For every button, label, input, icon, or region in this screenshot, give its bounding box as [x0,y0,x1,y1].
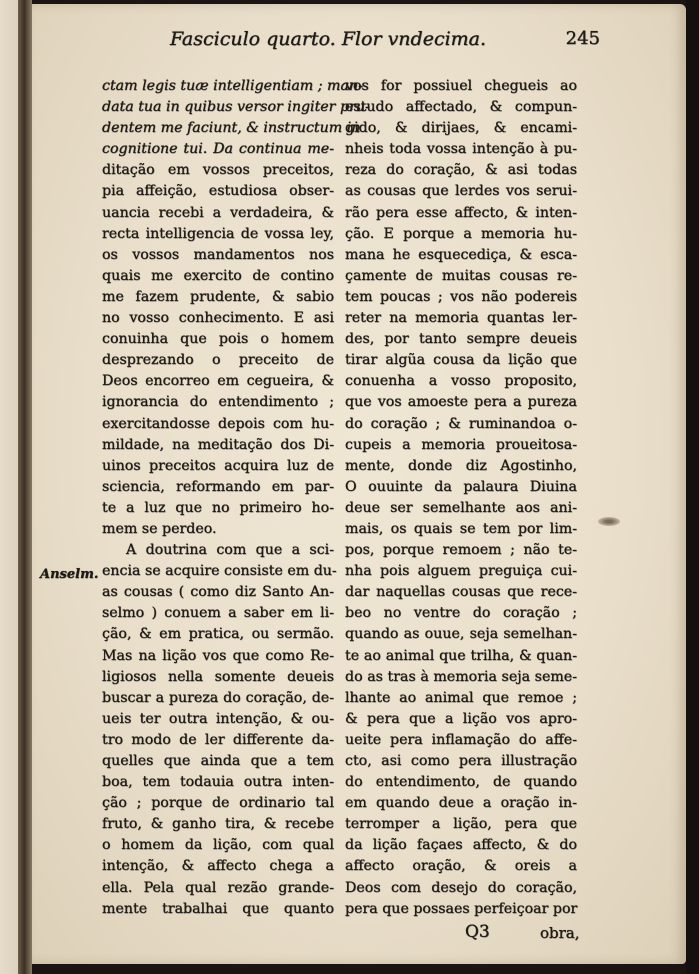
text-line: recta intelligencia de vossa ley, [102,225,334,242]
text-line: & pera que a lição vos apro- [345,710,577,727]
text-line: as cousas que lerdes vos serui- [345,183,577,200]
text-line: do as tras à memoria seja seme- [345,668,577,685]
text-line: O ouuinte da palaura Diuina [345,478,577,495]
signature-mark: Q3 [465,922,490,942]
text-line: cupeis a memoria proueitosa- [345,436,577,453]
text-line: cto, asi como pera illustração [345,753,577,769]
text-line: tro modo de ler differente da- [102,731,334,748]
text-line: conuenha a vosso proposito, [345,373,577,390]
text-line: ignorancia do entendimento ; [102,394,334,411]
facing-page-edge [0,0,18,974]
text-line: me fazem prudente, & sabio [102,288,334,305]
page-number: 245 [565,28,600,49]
text-line: mildade, na meditação dos Di- [102,436,334,453]
text-line: da lição façaes affecto, & do [345,837,577,854]
paper-stain [598,517,620,526]
text-line: selmo ) conuem a saber em li- [102,605,334,622]
text-line: beo no ventre do coração ; [345,605,577,622]
text-line: A doutrina com que a sci- [126,542,334,559]
text-line: çamente de muitas cousas re- [345,267,577,284]
text-line: Deos com desejo do coração, [345,879,577,896]
text-line: do entendimento, de quando [345,774,577,791]
text-line: tem poucas ; vos não podereis [345,288,577,305]
text-line: o homem da lição, com qual [102,837,334,854]
text-line: mente, donde diz Agostinho, [345,457,577,474]
text-line: quando as ouue, seja semelhan- [345,626,577,643]
text-line: boa, tem todauia outra inten- [102,774,334,791]
text-line: dentem me faciunt, & instructum in [102,120,361,137]
text-line: ueite pera inflamação do affe- [345,731,577,748]
running-title: Fasciculo quarto. Flor vndecima. [170,28,487,50]
text-line: vos for possiuel chegueis ao [345,78,577,94]
text-line: ueis ter outra intenção, & ou- [102,710,334,727]
text-line: te a luz que no primeiro ho- [102,499,334,516]
text-line: affecto oração, & oreis a [345,858,577,875]
text-line: pia affeição, estudiosa obser- [102,183,334,200]
text-line: cognitione tui. Da continua me- [102,141,334,158]
text-line: mais, os quais se tem por lim- [345,520,577,537]
text-line: lhante ao animal que remoe ; [345,689,577,706]
scan-border [686,0,699,974]
marginal-note: Anselm. [40,567,99,582]
text-line: quais me exercito de contino [102,267,334,284]
text-line: sciencia, reformando em par- [102,478,334,495]
text-line: estudo affectado, & compun- [345,99,577,116]
text-line: encia se acquire consiste em du- [102,563,337,580]
text-line: dar naquellas cousas que rece- [345,584,577,601]
text-line: ella. Pela qual rezão grande- [102,879,334,896]
text-line: ção ; porque de ordinario tal [102,795,334,812]
text-line: des, por tanto sempre deueis [345,331,577,348]
text-line: que vos amoeste pera a pureza [345,394,577,411]
text-line: mente trabalhai que quanto [102,900,334,917]
text-line: gido, & dirijaes, & encami- [345,120,577,137]
text-line: Mas na lição vos que como Re- [102,647,334,664]
text-line: conuinha que pois o homem [102,331,334,348]
text-line: mana he esquecediça, & esca- [345,246,577,263]
running-header [170,28,600,54]
text-line: data tua in quibus versor ingiter pru- [102,99,370,116]
text-line: fruto, & ganho tira, & recebe [102,816,334,833]
text-line: no vosso conhecimento. E asi [102,310,334,327]
text-line: mem se perdeo. [102,520,217,537]
text-line: uinos preceitos acquira luz de [102,457,334,474]
book-gutter [18,0,32,974]
left-column [102,76,370,920]
text-line: tirar algũa cousa da lição que [345,352,577,369]
text-line: deue ser semelhante aos ani- [345,499,577,516]
text-line: reter na memoria quantas ler- [345,310,577,327]
text-line: intenção, & affecto chega a [102,858,334,875]
text-line: Deos encorreo em cegueira, & [102,373,334,390]
text-line: terromper a lição, pera que [345,816,577,833]
text-line: uancia recebi a verdadeira, & [102,204,334,221]
text-line: quelles que ainda que a tem [102,753,334,769]
text-line: pera que possaes perfeiçoar por [345,900,578,917]
text-line: reza do coração, & asi todas [345,162,577,179]
text-line: ligiosos nella somente deueis [102,668,334,685]
right-column [345,76,577,920]
text-line: ção, & em pratica, ou sermão. [102,626,334,643]
text-line: nheis toda vossa intenção à pu- [345,141,577,158]
text-line: os vossos mandamentos nos [102,246,334,263]
text-line: buscar a pureza do coração, de- [102,689,334,706]
text-line: em quando deue a oração in- [345,795,577,812]
text-line: nha pois alguem preguiça cui- [345,563,577,580]
text-line: pos, porque remoem ; não te- [345,542,577,559]
text-line: desprezando o preceito de [102,352,334,369]
text-line: exercitandosse depois com hu- [102,415,334,432]
text-line: te ao animal que trilha, & quan- [345,647,577,664]
text-line: ctam legis tuæ intelligentiam ; man- [102,78,363,94]
text-line: rão pera esse affecto, & inten- [345,204,577,221]
text-line: do coração ; & ruminandoa o- [345,415,577,432]
text-line: ditação em vossos preceitos, [102,162,334,179]
catchword: obra, [540,924,580,942]
text-line: as cousas ( como diz Santo An- [102,584,334,601]
text-line: ção. E porque a memoria hu- [345,225,577,242]
